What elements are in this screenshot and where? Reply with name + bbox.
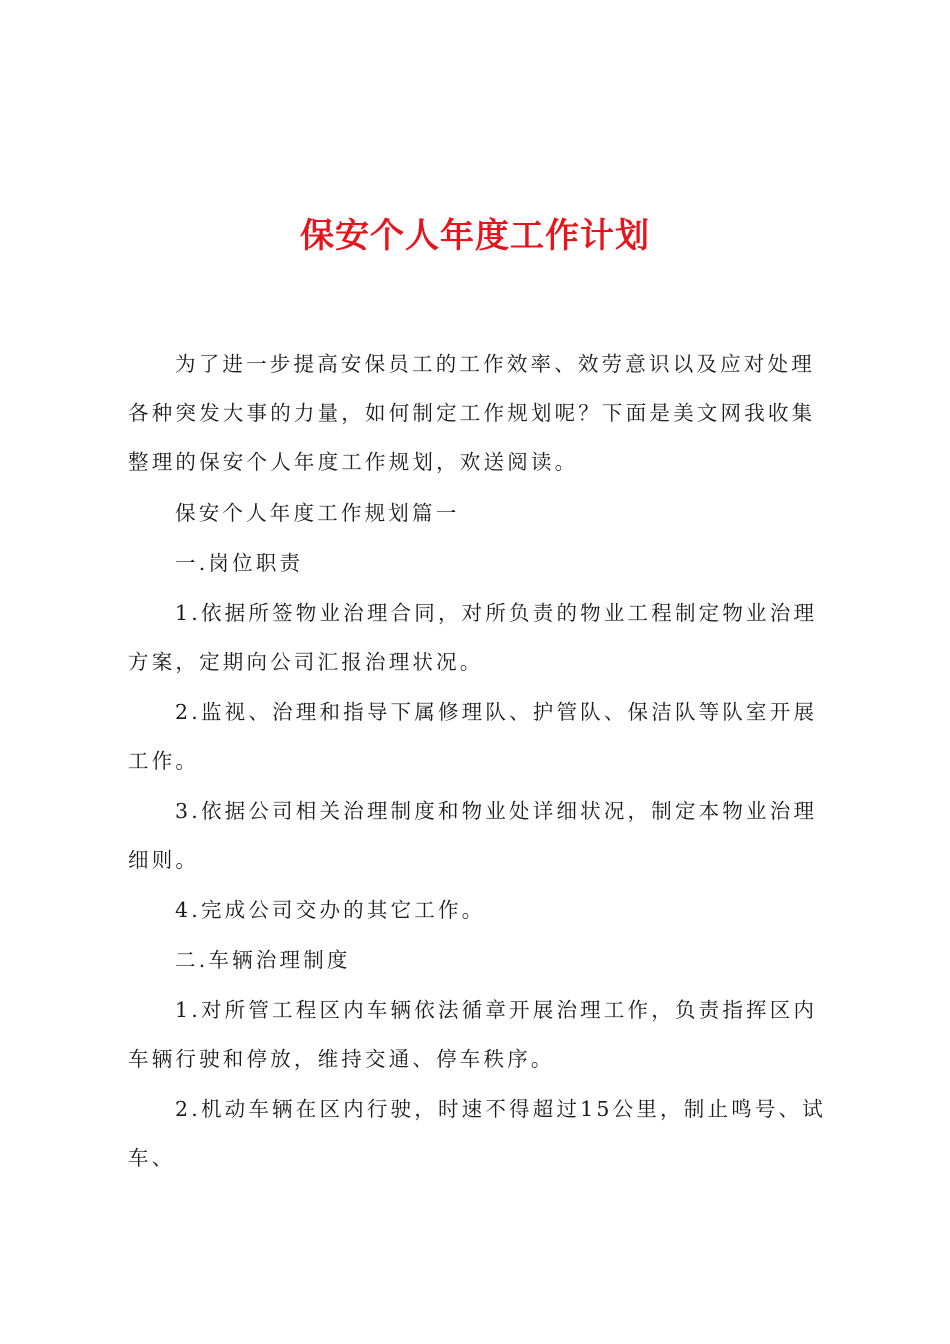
section-heading-part-one: 保安个人年度工作规划篇一 (175, 501, 460, 525)
duty-item-2: 2.监视、治理和指导下属修理队、护管队、保洁队等队室开展工作。 (128, 700, 818, 773)
subheading-vehicle-rules: 二.车辆治理制度 (175, 948, 351, 972)
intro-paragraph: 为了进一步提高安保员工的工作效率、效劳意识以及应对处理各种突发大事的力量，如何制定工作规划呢？下面是美文网我收集整理的保安个人年度工作规划，欢送阅读。 (128, 352, 816, 474)
vehicle-rule-2: 2.机动车辆在区内行驶，时速不得超过15公里，制止鸣号、试车、 (128, 1097, 826, 1170)
duty-item-4: 4.完成公司交办的其它工作。 (175, 898, 486, 922)
subheading-job-duties: 一.岗位职责 (175, 551, 304, 575)
document-title: 保安个人年度工作计划 (300, 216, 650, 256)
duty-item-1: 1.依据所签物业治理合同，对所负责的物业工程制定物业治理方案，定期向公司汇报治理状况。 (128, 601, 818, 674)
duty-item-3: 3.依据公司相关治理制度和物业处详细状况，制定本物业治理细则。 (128, 799, 818, 872)
document-body (128, 340, 836, 1184)
vehicle-rule-1: 1.对所管工程区内车辆依法循章开展治理工作，负责指挥区内车辆行驶和停放，维持交通、停车秩序。 (128, 998, 818, 1071)
